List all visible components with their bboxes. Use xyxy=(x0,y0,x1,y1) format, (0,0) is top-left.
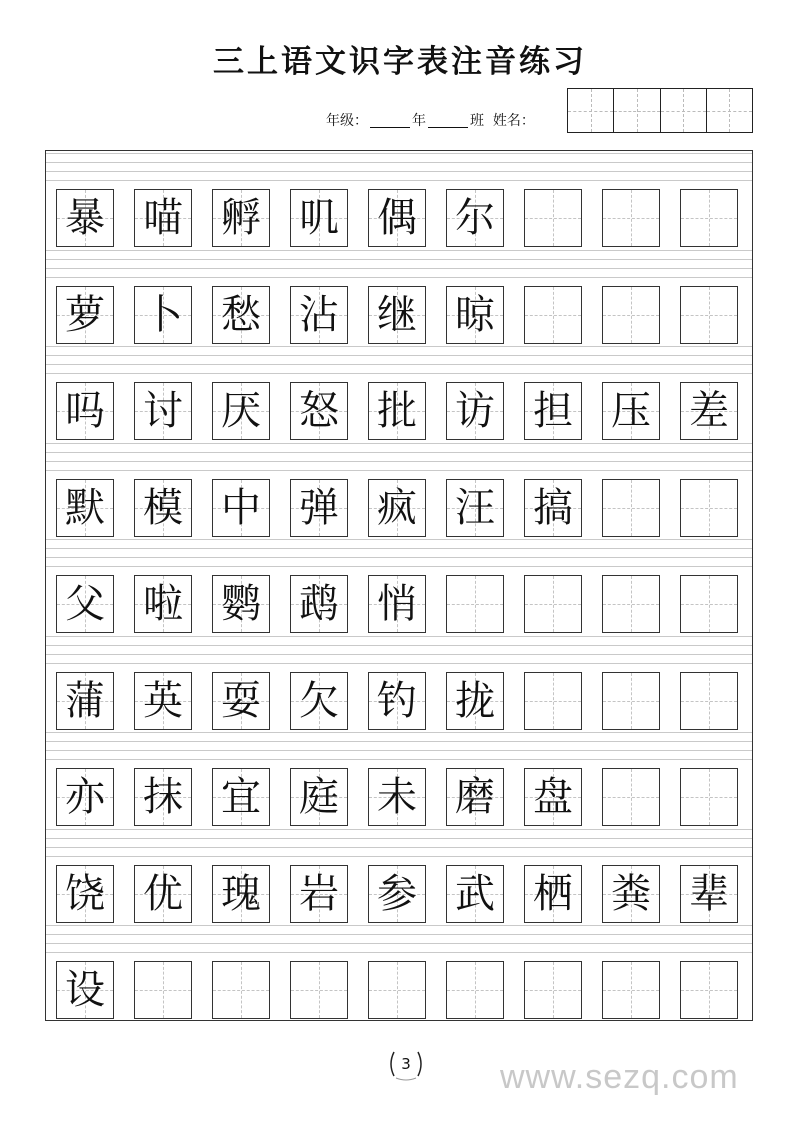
tianzige-cell[interactable] xyxy=(446,865,504,923)
pinyin-line xyxy=(46,934,752,935)
character: 栖 xyxy=(533,870,573,917)
name-box[interactable] xyxy=(614,89,660,132)
tianzige-cell[interactable] xyxy=(212,865,270,923)
character: 粪 xyxy=(611,870,651,917)
tianzige-cell[interactable] xyxy=(212,189,270,247)
character-row xyxy=(56,286,738,344)
student-info xyxy=(326,110,535,130)
tianzige-cell[interactable] xyxy=(56,382,114,440)
tianzige-cell[interactable] xyxy=(524,768,582,826)
character: 差 xyxy=(689,388,729,434)
pinyin-lines[interactable] xyxy=(46,636,752,672)
tianzige-cell[interactable] xyxy=(446,575,504,633)
tianzige-cell[interactable] xyxy=(446,479,504,537)
tianzige-cell[interactable] xyxy=(602,479,660,537)
tianzige-cell[interactable] xyxy=(680,286,738,344)
tianzige-cell[interactable] xyxy=(290,479,348,537)
tianzige-cell[interactable] xyxy=(368,382,426,440)
pinyin-line xyxy=(46,732,752,733)
pinyin-line xyxy=(46,250,752,251)
character: 啦 xyxy=(143,581,183,627)
character: 愁 xyxy=(221,291,261,338)
character: 鹦 xyxy=(221,581,261,627)
pinyin-line xyxy=(46,364,752,365)
character: 钓 xyxy=(377,677,417,724)
tianzige-cell[interactable] xyxy=(524,189,582,247)
pinyin-line xyxy=(46,847,752,848)
character: 批 xyxy=(377,388,417,434)
tianzige-cell[interactable] xyxy=(134,865,192,923)
character-row xyxy=(56,479,738,537)
character: 孵 xyxy=(221,195,261,241)
character: 汪 xyxy=(455,484,495,531)
character: 卜 xyxy=(143,291,183,338)
character: 厌 xyxy=(221,388,261,434)
tianzige-cell[interactable] xyxy=(134,382,192,440)
character: 晾 xyxy=(455,291,495,338)
tianzige-cell[interactable] xyxy=(680,382,738,440)
tianzige-cell[interactable] xyxy=(134,286,192,344)
tianzige-cell[interactable] xyxy=(212,479,270,537)
tianzige-cell[interactable] xyxy=(602,961,660,1019)
character-row xyxy=(56,865,738,923)
character: 盘 xyxy=(533,774,573,820)
tianzige-cell[interactable] xyxy=(56,286,114,344)
tianzige-cell[interactable] xyxy=(602,382,660,440)
tianzige-cell[interactable] xyxy=(212,672,270,730)
tianzige-cell[interactable] xyxy=(134,961,192,1019)
name-box[interactable] xyxy=(568,89,614,132)
character: 沾 xyxy=(299,291,339,338)
tianzige-cell[interactable] xyxy=(680,672,738,730)
tianzige-cell[interactable] xyxy=(56,672,114,730)
pinyin-lines[interactable] xyxy=(46,829,752,865)
tianzige-cell[interactable] xyxy=(56,189,114,247)
tianzige-cell[interactable] xyxy=(524,479,582,537)
pinyin-line xyxy=(46,829,752,830)
pinyin-line xyxy=(46,741,752,742)
tianzige-cell[interactable] xyxy=(602,189,660,247)
tianzige-cell[interactable] xyxy=(290,575,348,633)
character-row xyxy=(56,189,738,247)
character: 英 xyxy=(143,677,183,724)
tianzige-cell[interactable] xyxy=(290,286,348,344)
tianzige-cell[interactable] xyxy=(134,672,192,730)
tianzige-cell[interactable] xyxy=(524,286,582,344)
tianzige-cell[interactable] xyxy=(446,189,504,247)
pinyin-lines[interactable] xyxy=(46,443,752,479)
tianzige-cell[interactable] xyxy=(368,768,426,826)
class-blank[interactable] xyxy=(428,126,468,128)
tianzige-cell[interactable] xyxy=(368,672,426,730)
tianzige-cell[interactable] xyxy=(368,865,426,923)
character: 悄 xyxy=(377,581,417,627)
tianzige-cell[interactable] xyxy=(212,575,270,633)
tianzige-cell[interactable] xyxy=(524,575,582,633)
character: 未 xyxy=(377,774,417,820)
character: 蒲 xyxy=(65,677,105,724)
tianzige-cell[interactable] xyxy=(602,768,660,826)
character: 宜 xyxy=(221,774,261,820)
pinyin-line xyxy=(46,162,752,163)
character: 继 xyxy=(377,291,417,338)
watermark: www.sezq.com xyxy=(500,1058,739,1096)
pinyin-line xyxy=(46,645,752,646)
pinyin-line xyxy=(46,557,752,558)
character: 担 xyxy=(533,388,573,434)
page-number xyxy=(386,1044,426,1084)
character: 叽 xyxy=(299,195,339,241)
character: 偶 xyxy=(377,195,417,241)
pinyin-lines[interactable] xyxy=(46,925,752,961)
tianzige-cell[interactable] xyxy=(56,961,114,1019)
name-box[interactable] xyxy=(661,89,707,132)
tianzige-cell[interactable] xyxy=(134,768,192,826)
pinyin-line xyxy=(46,180,752,181)
grade-blank[interactable] xyxy=(370,126,410,128)
tianzige-cell[interactable] xyxy=(290,961,348,1019)
name-label: 姓名： xyxy=(492,113,535,129)
character: 瑰 xyxy=(221,870,261,917)
character: 磨 xyxy=(455,774,495,820)
character: 岩 xyxy=(299,870,339,917)
name-box[interactable] xyxy=(707,89,752,132)
pinyin-line xyxy=(46,268,752,269)
tianzige-cell[interactable] xyxy=(368,479,426,537)
character: 庭 xyxy=(299,774,339,820)
pinyin-line xyxy=(46,355,752,356)
tianzige-cell[interactable] xyxy=(446,382,504,440)
tianzige-cell[interactable] xyxy=(602,286,660,344)
tianzige-cell[interactable] xyxy=(446,286,504,344)
pinyin-line xyxy=(46,925,752,926)
pinyin-line xyxy=(46,346,752,347)
character: 喵 xyxy=(143,195,183,241)
tianzige-cell[interactable] xyxy=(524,865,582,923)
character: 模 xyxy=(143,484,183,531)
tianzige-cell[interactable] xyxy=(602,865,660,923)
tianzige-cell[interactable] xyxy=(212,768,270,826)
tianzige-cell[interactable] xyxy=(212,286,270,344)
pinyin-lines[interactable] xyxy=(46,732,752,768)
pinyin-line xyxy=(46,750,752,751)
tianzige-cell[interactable] xyxy=(368,189,426,247)
grade-label: 年级： xyxy=(326,113,368,129)
tianzige-cell[interactable] xyxy=(56,575,114,633)
tianzige-cell[interactable] xyxy=(56,865,114,923)
character: 搞 xyxy=(533,484,573,531)
pinyin-line xyxy=(46,566,752,567)
pinyin-line xyxy=(46,654,752,655)
character: 压 xyxy=(611,388,651,434)
tianzige-cell[interactable] xyxy=(134,575,192,633)
tianzige-cell[interactable] xyxy=(134,189,192,247)
tianzige-cell[interactable] xyxy=(602,672,660,730)
character: 弹 xyxy=(299,484,339,531)
tianzige-cell[interactable] xyxy=(56,479,114,537)
tianzige-cell[interactable] xyxy=(446,961,504,1019)
character: 疯 xyxy=(377,484,417,531)
name-writing-grid[interactable] xyxy=(567,88,753,133)
character: 优 xyxy=(143,870,183,917)
year-suffix: 年 xyxy=(412,113,426,129)
pinyin-line xyxy=(46,548,752,549)
character: 吗 xyxy=(65,388,105,434)
pinyin-line xyxy=(46,373,752,374)
character-row xyxy=(56,768,738,826)
pinyin-lines[interactable] xyxy=(46,539,752,575)
tianzige-cell[interactable] xyxy=(680,961,738,1019)
character: 萝 xyxy=(65,291,105,338)
tianzige-cell[interactable] xyxy=(446,672,504,730)
pinyin-line xyxy=(46,539,752,540)
pinyin-line xyxy=(46,470,752,471)
character: 辈 xyxy=(689,870,729,917)
pinyin-line xyxy=(46,943,752,944)
character-row xyxy=(56,961,738,1019)
pinyin-line xyxy=(46,443,752,444)
tianzige-cell[interactable] xyxy=(680,189,738,247)
character: 设 xyxy=(65,967,105,1013)
tianzige-cell[interactable] xyxy=(134,479,192,537)
character-row xyxy=(56,672,738,730)
pinyin-line xyxy=(46,153,752,154)
tianzige-cell[interactable] xyxy=(602,575,660,633)
character: 尔 xyxy=(455,195,495,241)
character: 默 xyxy=(65,484,105,531)
character: 暴 xyxy=(65,195,105,241)
pinyin-line xyxy=(46,663,752,664)
tianzige-cell[interactable] xyxy=(290,865,348,923)
tianzige-cell[interactable] xyxy=(368,286,426,344)
pinyin-line xyxy=(46,461,752,462)
pinyin-lines[interactable] xyxy=(46,346,752,382)
character: 饶 xyxy=(65,870,105,917)
tianzige-cell[interactable] xyxy=(524,382,582,440)
pinyin-line xyxy=(46,259,752,260)
tianzige-cell[interactable] xyxy=(290,382,348,440)
tianzige-cell[interactable] xyxy=(680,479,738,537)
character: 鹉 xyxy=(299,581,339,627)
character: 参 xyxy=(377,870,417,917)
character-row xyxy=(56,575,738,633)
character: 欠 xyxy=(299,677,339,724)
character: 父 xyxy=(65,581,105,627)
tianzige-cell[interactable] xyxy=(524,961,582,1019)
practice-sheet xyxy=(45,150,753,1021)
tianzige-cell[interactable] xyxy=(368,575,426,633)
tianzige-cell[interactable] xyxy=(212,382,270,440)
pinyin-line xyxy=(46,171,752,172)
character: 讨 xyxy=(143,388,183,434)
tianzige-cell[interactable] xyxy=(680,865,738,923)
character: 怒 xyxy=(299,388,339,434)
tianzige-cell[interactable] xyxy=(446,768,504,826)
character: 拢 xyxy=(455,677,495,724)
pinyin-lines[interactable] xyxy=(46,153,752,189)
tianzige-cell[interactable] xyxy=(290,189,348,247)
pinyin-lines[interactable] xyxy=(46,250,752,286)
character: 访 xyxy=(455,388,495,434)
pinyin-line xyxy=(46,277,752,278)
pinyin-line xyxy=(46,838,752,839)
tianzige-cell[interactable] xyxy=(680,575,738,633)
tianzige-cell[interactable] xyxy=(290,672,348,730)
tianzige-cell[interactable] xyxy=(368,961,426,1019)
character: 武 xyxy=(455,870,495,917)
tianzige-cell[interactable] xyxy=(56,768,114,826)
character: 抹 xyxy=(143,774,183,820)
page-number-text: 3 xyxy=(401,1055,411,1073)
tianzige-cell[interactable] xyxy=(524,672,582,730)
character-row xyxy=(56,382,738,440)
tianzige-cell[interactable] xyxy=(680,768,738,826)
page-title: 三上语文识字表注音练习 xyxy=(213,44,587,80)
pinyin-line xyxy=(46,952,752,953)
tianzige-cell[interactable] xyxy=(290,768,348,826)
pinyin-line xyxy=(46,452,752,453)
character: 亦 xyxy=(65,774,105,820)
pinyin-line xyxy=(46,759,752,760)
tianzige-cell[interactable] xyxy=(212,961,270,1019)
character: 中 xyxy=(221,484,261,531)
pinyin-line xyxy=(46,856,752,857)
pinyin-line xyxy=(46,636,752,637)
class-suffix: 班 xyxy=(470,113,484,129)
character: 耍 xyxy=(221,677,261,724)
